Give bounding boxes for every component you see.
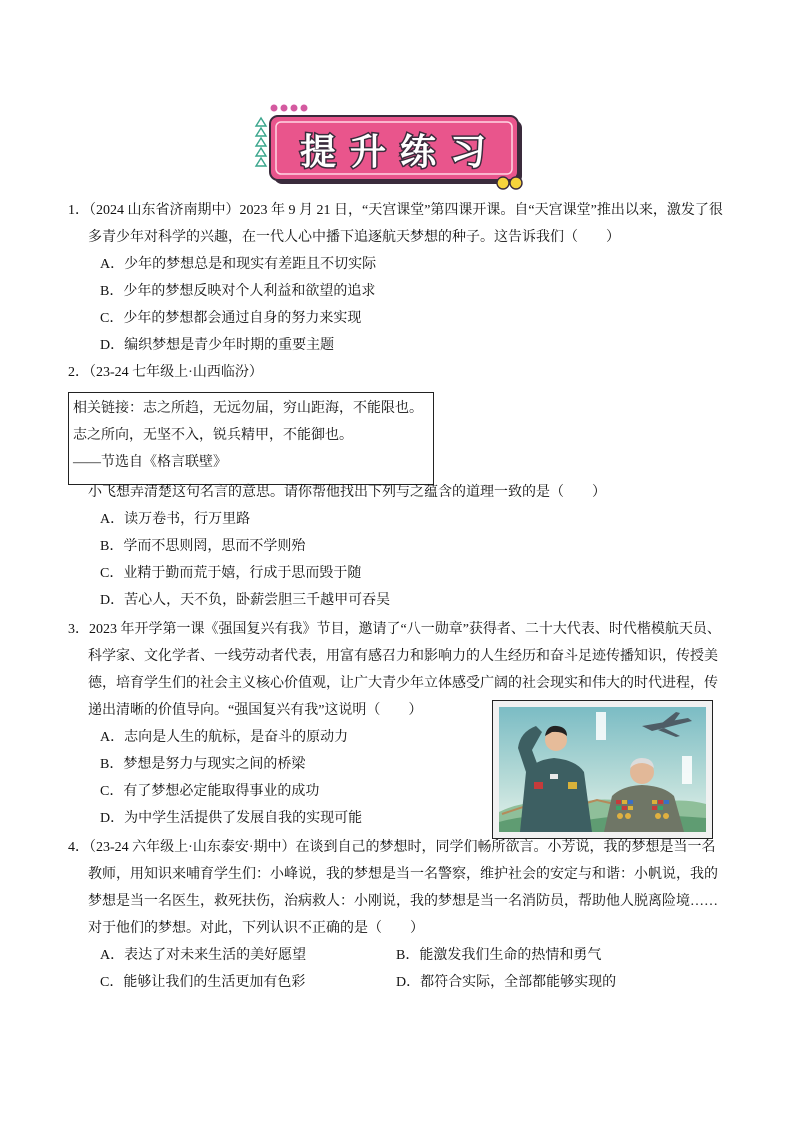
- banner-circle: [497, 177, 509, 189]
- question-4-option-b[interactable]: B．能激发我们生命的热情和勇气: [396, 948, 602, 963]
- triangle-icon: [256, 118, 266, 126]
- question-2-prompt: 小飞想弄清楚这句名言的意思。请你帮他找出下列与之蕴含的道理一致的是（ ）: [88, 485, 606, 500]
- quote-line: 志之所向，无坚不入，锐兵精甲，不能御也。: [73, 428, 353, 443]
- question-3-photo: [492, 700, 713, 839]
- question-3-stem-line: 科学家、文化学者、一线劳动者代表，用富有感召力和影响力的人生经历和奋斗足迹传播知识，传授美: [88, 649, 718, 664]
- quote-line: 相关链接：志之所趋，无远勿届，穷山距海，不能限也。: [73, 401, 423, 416]
- triangle-icon: [256, 158, 266, 166]
- banner-dot: [291, 105, 298, 112]
- photo-badge: [682, 756, 692, 784]
- question-4-option-a[interactable]: A．表达了对未来生活的美好愿望: [100, 948, 307, 963]
- question-4-option-d[interactable]: D．都符合实际，全部都能够实现的: [396, 975, 617, 990]
- question-3-option-a[interactable]: A．志向是人生的航标，是奋斗的原动力: [100, 730, 349, 745]
- question-3-option-b[interactable]: B．梦想是努力与现实之间的桥梁: [100, 757, 306, 772]
- question-4-stem-line: 对于他们的梦想。对此，下列认识不正确的是（ ）: [88, 921, 424, 936]
- question-4-option-c[interactable]: C．能够让我们的生活更加有色彩: [100, 975, 306, 990]
- banner-title: 提升练习: [299, 132, 501, 173]
- question-1-option-c[interactable]: C．少年的梦想都会通过自身的努力来实现: [100, 311, 362, 326]
- question-2-option-b[interactable]: B．学而不思则罔，思而不学则殆: [100, 539, 306, 554]
- question-4-stem-line: 教师，用知识来哺育学生们：小峰说，我的梦想是当一名警察，维护社会的安定与和谐：小帆说，我的: [88, 867, 718, 882]
- banner-dot: [281, 105, 288, 112]
- question-1-option-d[interactable]: D．编织梦想是青少年时期的重要主题: [100, 338, 335, 353]
- triangle-icon: [256, 128, 266, 136]
- question-4-stem-line: 4．（23-24 六年级上·山东泰安·期中）在谈到自己的梦想时，同学们畅所欲言。小芳说，我的梦想是当一名: [68, 840, 716, 855]
- question-2: [0, 479, 794, 614]
- question-3-stem-line: 德，培育学生们的社会主义核心价值观，让广大青少年立体感受广阔的社会现实和伟大的时代进程，传: [88, 676, 718, 691]
- question-2-option-c[interactable]: C．业精于勤而荒于嬉，行成于思而毁于随: [100, 566, 362, 581]
- banner-dots: [271, 105, 308, 112]
- question-3-stem-line: 3．2023 年开学第一课《强国复兴有我》节目，邀请了“八一勋章”获得者、二十大代表、时代楷模航天员、: [68, 622, 721, 637]
- banner-triangles: [256, 118, 266, 166]
- question-2-source: 2．（23-24 七年级上·山西临汾）: [68, 365, 263, 380]
- question-4-options-row: [0, 942, 794, 969]
- question-1-stem-line: 1．（2024 山东省济南期中）2023 年 9 月 21 日，“天宫课堂”第四课开课。自“天宫课堂”推出以来，激发了很: [68, 203, 723, 218]
- quote-box: [68, 392, 434, 485]
- question-3-stem-line: 递出清晰的价值导向。“强国复兴有我”这说明（ ）: [88, 703, 423, 718]
- section-banner: [252, 100, 532, 195]
- question-4: [0, 834, 794, 996]
- question-3-option-c[interactable]: C．有了梦想必定能取得事业的成功: [100, 784, 320, 799]
- banner-dot: [301, 105, 308, 112]
- question-4-stem-line: 梦想是当一名医生，救死扶伤，治病救人：小刚说，我的梦想是当一名消防员，帮助他人脱离险境……: [88, 894, 718, 909]
- photo-badge: [596, 712, 606, 740]
- banner-dot: [271, 105, 278, 112]
- banner-circle: [510, 177, 522, 189]
- question-2-header: [0, 359, 794, 386]
- question-1: [0, 197, 794, 359]
- triangle-icon: [256, 138, 266, 146]
- question-3-option-d[interactable]: D．为中学生活提供了发展自我的实现可能: [100, 811, 363, 826]
- question-2-option-a[interactable]: A．读万卷书，行万里路: [100, 512, 251, 527]
- question-2-option-d[interactable]: D．苦心人，天不负，卧薪尝胆三千越甲可吞吴: [100, 593, 391, 608]
- question-1-stem-line: 多青少年对科学的兴趣，在一代人心中播下追逐航天梦想的种子。这告诉我们（ ）: [88, 230, 620, 245]
- quote-source: ——节选自《格言联壁》: [73, 455, 227, 470]
- question-4-options-row: [0, 969, 794, 996]
- triangle-icon: [256, 148, 266, 156]
- question-1-option-a[interactable]: A．少年的梦想总是和现实有差距且不切实际: [100, 257, 377, 272]
- question-1-option-b[interactable]: B．少年的梦想反映对个人利益和欲望的追求: [100, 284, 376, 299]
